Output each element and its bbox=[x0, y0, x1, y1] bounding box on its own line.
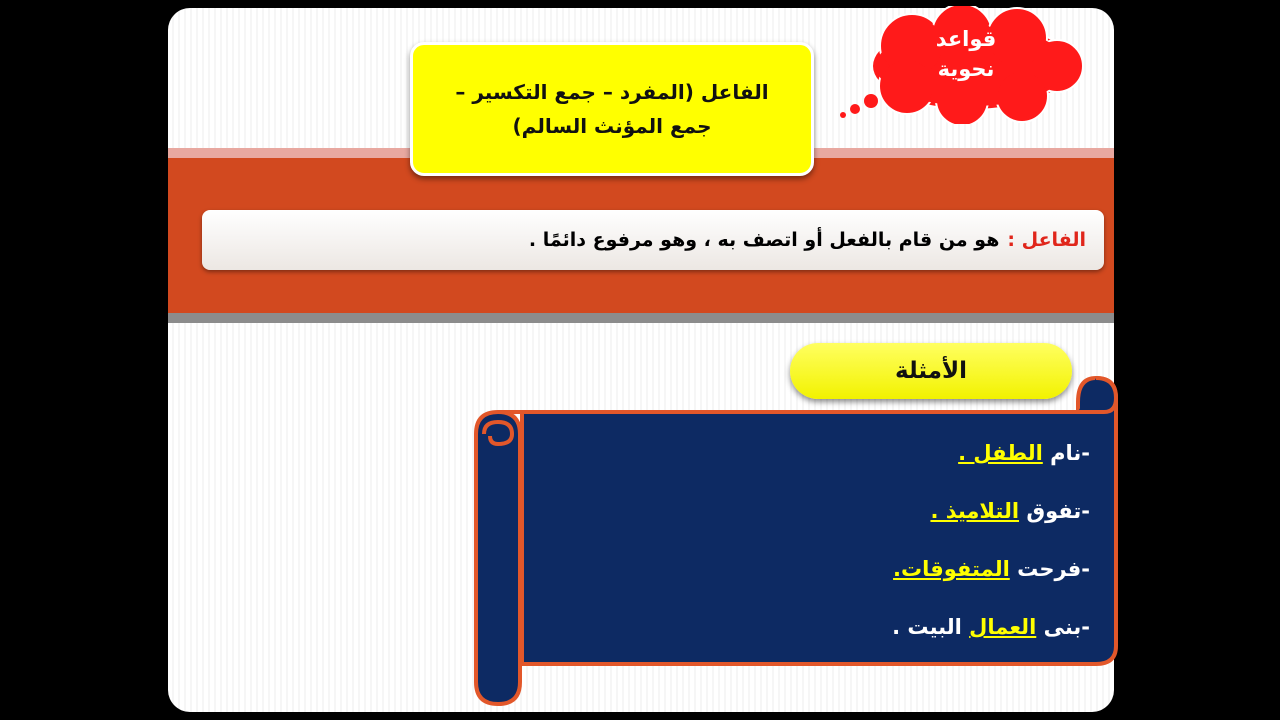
cloud-bubble bbox=[850, 104, 860, 114]
band-bottom-stripe bbox=[168, 313, 1114, 323]
example-item bbox=[520, 482, 1090, 540]
example-subject: الطفل . bbox=[958, 441, 1043, 465]
cloud-bubble bbox=[864, 94, 878, 108]
example-item bbox=[520, 598, 1090, 656]
slide bbox=[160, 0, 1120, 720]
cloud-line-2: نحوية bbox=[937, 57, 995, 81]
definition-term: الفاعل : bbox=[1007, 229, 1086, 251]
lesson-title bbox=[410, 42, 814, 176]
cloud-label bbox=[896, 24, 1036, 84]
example-verb: -تفوق bbox=[1019, 499, 1090, 523]
example-item bbox=[520, 424, 1090, 482]
examples-title: الأمثلة bbox=[790, 343, 1072, 399]
example-verb: -فرحت bbox=[1009, 557, 1090, 581]
definition-box bbox=[202, 210, 1104, 270]
examples-list bbox=[520, 424, 1090, 656]
example-subject: المتفوقات. bbox=[893, 557, 1010, 581]
cloud-bubble bbox=[840, 112, 846, 118]
title-line-2: جمع المؤنث السالم) bbox=[512, 114, 712, 138]
title-line-1: الفاعل (المفرد – جمع التكسير – bbox=[455, 80, 769, 104]
example-rest: البيت . bbox=[892, 615, 970, 639]
example-verb: -نام bbox=[1042, 441, 1090, 465]
definition-text: هو من قام بالفعل أو اتصف به ، وهو مرفوع دائمًا . bbox=[528, 229, 1000, 251]
example-item bbox=[520, 540, 1090, 598]
example-subject: العمال bbox=[969, 615, 1037, 639]
cloud-line-1: قواعد bbox=[935, 27, 997, 51]
example-verb: -بنى bbox=[1036, 615, 1090, 639]
example-subject: التلاميذ . bbox=[930, 499, 1020, 523]
